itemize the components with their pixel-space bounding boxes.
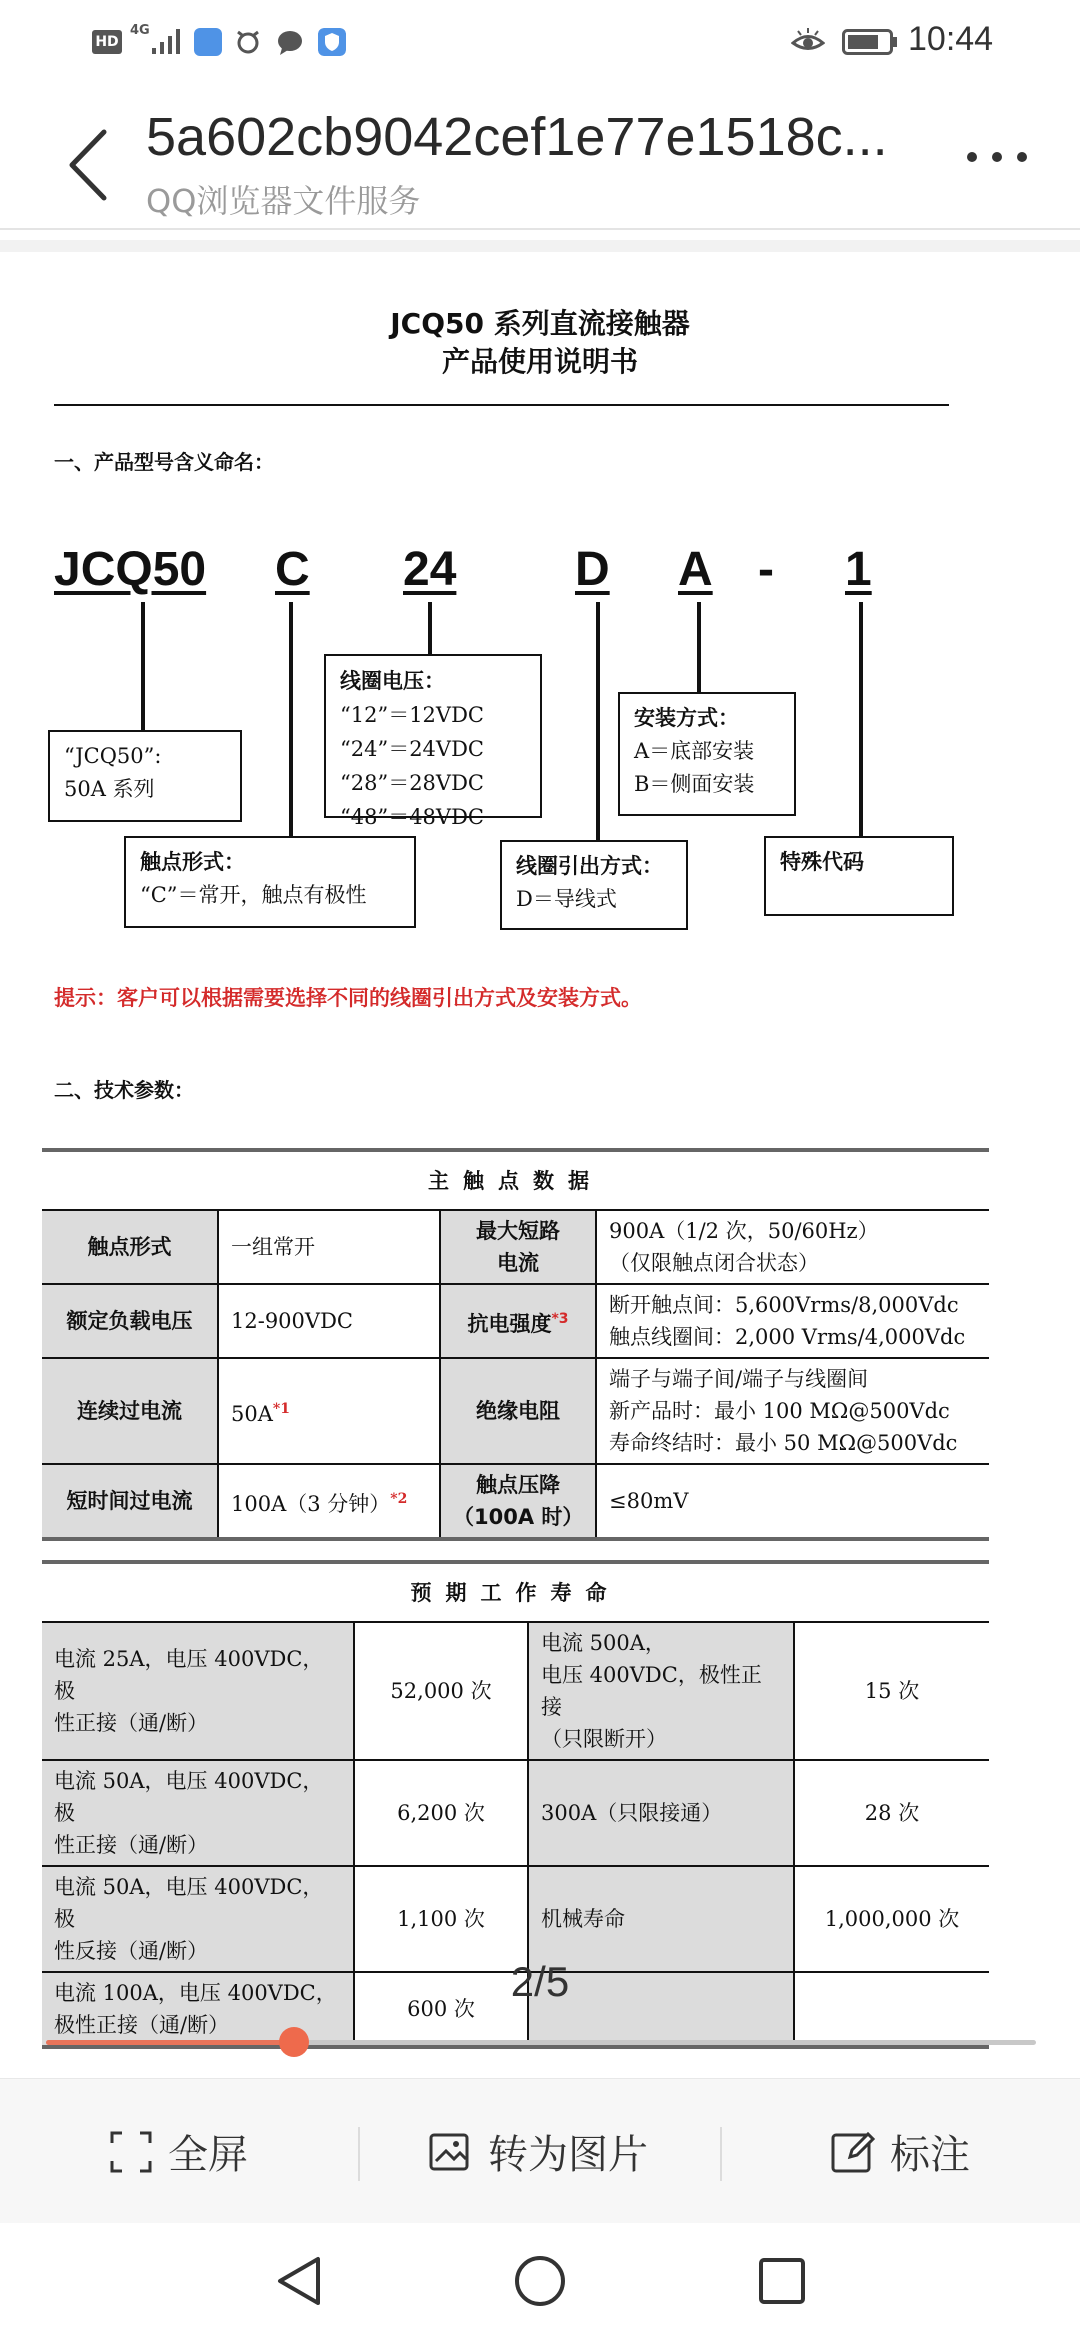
annotate-button[interactable] bbox=[830, 2079, 970, 2224]
life-desc: 300A（只限接通） bbox=[528, 1760, 794, 1866]
section-model-naming: 一、产品型号含义命名： bbox=[54, 450, 274, 474]
life-desc-line: 极性正接（通/断） bbox=[54, 2013, 230, 2037]
life-count: 6,200 次 bbox=[354, 1760, 528, 1866]
title-rule bbox=[54, 404, 949, 406]
header-divider bbox=[0, 228, 1080, 230]
signal-icon bbox=[150, 26, 186, 56]
param-value: ≤80mV bbox=[596, 1464, 989, 1539]
bottom-toolbar bbox=[0, 2078, 1080, 2223]
code-series: JCQ50 bbox=[54, 543, 207, 596]
app-header bbox=[0, 84, 1080, 234]
section-tech-params: 二、技术参数： bbox=[54, 1078, 194, 1102]
life-desc-line: 电流 50A，电压 400VDC，极 bbox=[54, 1875, 324, 1931]
param-value-line: 900A（1/2 次，50/60Hz） bbox=[609, 1219, 879, 1243]
box-special-title: 特殊代码 bbox=[780, 850, 864, 874]
main-contact-caption: 主触点数据 bbox=[42, 1150, 989, 1210]
param-label: 连续过电流 bbox=[42, 1358, 218, 1464]
life-desc-line: 性反接（通/断） bbox=[54, 1939, 209, 1963]
life-desc-line: 电流 100A，电压 400VDC， bbox=[54, 1981, 337, 2005]
convert-to-image-button[interactable] bbox=[428, 2079, 648, 2224]
main-contact-table bbox=[42, 1148, 989, 1541]
life-count: 52,000 次 bbox=[354, 1622, 528, 1760]
param-label: 绝缘电阻 bbox=[440, 1358, 596, 1464]
code-voltage: 24 bbox=[403, 543, 457, 596]
life-count: 15 次 bbox=[794, 1622, 989, 1760]
table-row bbox=[42, 1358, 989, 1464]
param-value-line: 寿命终结时：最小 50 MΩ@500Vdc bbox=[609, 1431, 958, 1455]
param-value-line: （仅限触点闭合状态） bbox=[609, 1251, 819, 1275]
system-nav-bar bbox=[0, 2223, 1080, 2340]
param-value bbox=[218, 1358, 440, 1464]
param-label bbox=[440, 1464, 596, 1539]
document-page[interactable] bbox=[0, 252, 1080, 2037]
connector-line bbox=[596, 602, 600, 840]
param-value-line: 触点线圈间：2,000 Vrms/4,000Vdc bbox=[609, 1325, 966, 1349]
box-coil-lead-title: 线圈引出方式： bbox=[516, 854, 663, 878]
box-mount-type bbox=[618, 692, 796, 816]
annotate-label: 标注 bbox=[890, 2132, 970, 2178]
convert-to-image-label: 转为图片 bbox=[488, 2132, 648, 2178]
file-subtitle: QQ浏览器文件服务 bbox=[146, 182, 421, 220]
box-model-line2: 50A 系列 bbox=[64, 777, 155, 801]
life-desc bbox=[42, 1622, 354, 1760]
table-row bbox=[42, 1760, 989, 1866]
doc-title-line2: 产品使用说明书 bbox=[441, 345, 638, 378]
life-count: 1,000,000 次 bbox=[794, 1866, 989, 1972]
life-desc bbox=[42, 1866, 354, 1972]
param-label-line: 电流 bbox=[497, 1251, 539, 1275]
life-count: 600 次 bbox=[354, 1972, 528, 2047]
toolbar-divider bbox=[358, 2127, 360, 2181]
more-options-icon[interactable] bbox=[962, 142, 1032, 172]
page-slider[interactable] bbox=[46, 2040, 1036, 2045]
param-value: 一组常开 bbox=[218, 1210, 440, 1284]
code-lead: D bbox=[575, 543, 610, 596]
coil-voltage-item: “48”＝48VDC bbox=[340, 805, 484, 829]
code-mount: A bbox=[678, 543, 713, 596]
footnote-mark: *1 bbox=[272, 1400, 290, 1417]
param-value-line: 新产品时：最小 100 MΩ@500Vdc bbox=[609, 1399, 950, 1423]
fullscreen-label: 全屏 bbox=[168, 2132, 248, 2178]
toolbar-divider bbox=[720, 2127, 722, 2181]
mount-item: A＝底部安装 bbox=[634, 739, 755, 763]
box-mount-title: 安装方式： bbox=[634, 706, 739, 730]
life-count: 28 次 bbox=[794, 1760, 989, 1866]
life-caption: 预期工作寿命 bbox=[42, 1562, 989, 1622]
box-contact-form bbox=[124, 836, 416, 928]
box-special-code bbox=[764, 836, 954, 916]
nav-home-icon[interactable] bbox=[510, 2251, 570, 2311]
life-count: 1,100 次 bbox=[354, 1866, 528, 1972]
life-desc-line: 性正接（通/断） bbox=[54, 1711, 209, 1735]
param-value-line: 断开触点间：5,600Vrms/8,000Vdc bbox=[609, 1293, 959, 1317]
alarm-icon bbox=[234, 28, 262, 56]
param-value bbox=[596, 1284, 989, 1358]
code-contact: C bbox=[275, 543, 310, 596]
life-desc: 机械寿命 bbox=[528, 1866, 794, 1972]
page-slider-thumb[interactable] bbox=[279, 2027, 309, 2057]
param-value: 12-900VDC bbox=[218, 1284, 440, 1358]
param-label-line: 触点压降 bbox=[476, 1473, 560, 1497]
life-desc-line: 性正接（通/断） bbox=[54, 1833, 209, 1857]
param-label-line: 最大短路 bbox=[476, 1219, 560, 1243]
connector-line bbox=[289, 602, 293, 836]
life-desc bbox=[528, 1622, 794, 1760]
page-indicator: 2/5 bbox=[510, 1958, 570, 2005]
param-label: 触点形式 bbox=[42, 1210, 218, 1284]
param-label: 额定负载电压 bbox=[42, 1284, 218, 1358]
fullscreen-icon bbox=[108, 2129, 154, 2175]
box-model-line1: “JCQ50”: bbox=[64, 744, 162, 768]
clock: 10:44 bbox=[908, 20, 994, 58]
hd-icon: HD bbox=[92, 30, 122, 54]
connector-line bbox=[859, 602, 863, 836]
nav-recents-icon[interactable] bbox=[752, 2251, 812, 2311]
param-value-line: 端子与端子间/端子与线圈间 bbox=[609, 1367, 869, 1391]
box-coil-voltage bbox=[324, 654, 542, 829]
life-desc-line: 电流 500A， bbox=[541, 1631, 666, 1655]
hint-text: 提示：客户可以根据需要选择不同的线圈引出方式及安装方式。 bbox=[54, 986, 642, 1010]
param-label-line: （100A 时） bbox=[453, 1505, 584, 1529]
document-gap bbox=[0, 240, 1080, 252]
table-row bbox=[42, 1284, 989, 1358]
table-row bbox=[42, 1622, 989, 1760]
box-coil-voltage-title: 线圈电压： bbox=[340, 669, 445, 693]
coil-voltage-item: “24”＝24VDC bbox=[340, 737, 484, 761]
param-label bbox=[440, 1210, 596, 1284]
param-value bbox=[596, 1358, 989, 1464]
life-desc-line: 电流 25A，电压 400VDC，极 bbox=[54, 1647, 324, 1703]
param-value-text: 100A（3 分钟） bbox=[231, 1491, 391, 1516]
code-special: 1 bbox=[845, 543, 872, 596]
table-row bbox=[42, 1464, 989, 1539]
doc-title-line1: JCQ50 系列直流接触器 bbox=[390, 307, 690, 340]
footnote-mark: *2 bbox=[390, 1490, 408, 1507]
param-label: 短时间过电流 bbox=[42, 1464, 218, 1539]
edit-icon bbox=[830, 2129, 876, 2175]
life-desc-line: （只限断开） bbox=[541, 1727, 667, 1751]
coil-voltage-item: “28”＝28VDC bbox=[340, 771, 484, 795]
footnote-mark: *3 bbox=[551, 1310, 569, 1327]
box-coil-lead bbox=[500, 840, 688, 930]
app-notification-icon bbox=[194, 28, 222, 56]
page-slider-progress bbox=[46, 2040, 294, 2045]
param-value-text: 50A bbox=[231, 1401, 273, 1426]
back-arrow-icon[interactable] bbox=[60, 120, 120, 210]
table-row bbox=[42, 1866, 989, 1972]
eye-comfort-icon bbox=[791, 26, 825, 56]
param-value bbox=[596, 1210, 989, 1284]
box-coil-lead-line1: D＝导线式 bbox=[516, 887, 617, 911]
life-desc bbox=[42, 1760, 354, 1866]
code-dash: - bbox=[758, 543, 774, 596]
box-contact-line1: “C”＝常开，触点有极性 bbox=[140, 883, 367, 907]
life-desc-line: 电压 400VDC，极性正接 bbox=[541, 1663, 762, 1719]
shield-icon bbox=[318, 28, 346, 56]
fullscreen-button[interactable] bbox=[108, 2079, 248, 2224]
box-contact-title: 触点形式： bbox=[140, 850, 245, 874]
message-icon bbox=[276, 28, 304, 56]
param-label bbox=[440, 1284, 596, 1358]
battery-icon bbox=[842, 29, 898, 55]
mount-item: B＝侧面安装 bbox=[634, 772, 755, 796]
nav-back-icon[interactable] bbox=[270, 2251, 330, 2311]
status-bar bbox=[0, 0, 1080, 84]
connector-line bbox=[141, 602, 145, 732]
coil-voltage-item: “12”＝12VDC bbox=[340, 703, 484, 727]
image-convert-icon bbox=[428, 2129, 474, 2175]
table-row bbox=[42, 1210, 989, 1284]
file-title: 5a602cb9042cef1e77e1518c... bbox=[146, 107, 888, 167]
network-type-label: 4G bbox=[130, 23, 150, 38]
box-model-series bbox=[48, 730, 242, 822]
param-value bbox=[218, 1464, 440, 1539]
param-label-text: 抗电强度 bbox=[467, 1311, 552, 1336]
life-desc-line: 电流 50A，电压 400VDC，极 bbox=[54, 1769, 324, 1825]
